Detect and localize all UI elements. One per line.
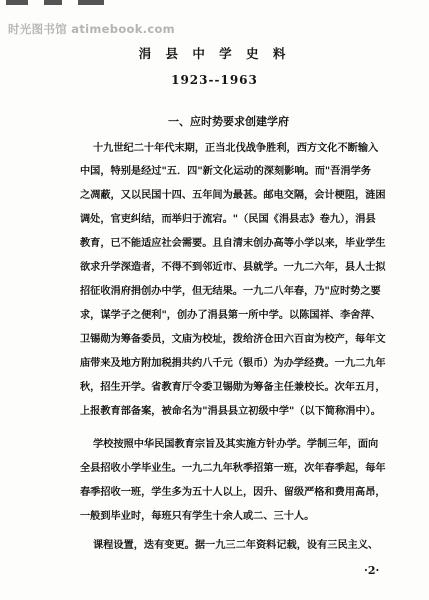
- text-line: 上报教育部备案，被命名为"涓县县立初级中学"（以下简称涓中）。: [80, 405, 381, 417]
- text-line: 教育，已不能适应社会需要。且自清末创办高等小学以来，毕业学生: [80, 237, 386, 249]
- text-line: 庙带来及地方附加税捐共约八千元（银币）为办学经费。一九二九年: [80, 357, 386, 369]
- text-line: 求，谋学子之便利"，创办了涓县第一所中学。以陈国祥、李舍萍、: [80, 309, 381, 321]
- page-number: ·2·: [364, 564, 380, 577]
- text-line: 学校按照中华民国教育宗旨及其实施方针办学。学制三年，面向: [93, 438, 379, 450]
- text-line: 招征收涓府捐创办中学，但无结果。一九二八年春，乃"应时势之要: [80, 285, 381, 297]
- text-line: 秋，招生开学。省教育厅令委卫锡勋为筹备主任兼校长。次年五月，: [80, 381, 386, 393]
- document-title: 涓 县 中 学 史 料: [138, 46, 291, 61]
- document-years: 1923--1963: [171, 73, 258, 87]
- text-line: 卫锡勋为筹备委员，文庙为校址，拨给济仓田六百亩为校产，每年文: [80, 333, 386, 345]
- text-line: 之凋蔽，又以民国十四、五年间为最甚。邮电交隔，会计梗阻，涟困: [80, 189, 386, 201]
- text-line: 一般到毕业时，每班只有学生十余人或二、三十人。: [80, 510, 315, 522]
- text-line: 调处，官吏纠结，而举归于流宕。"（民国《涓县志》卷九），涓县: [80, 213, 376, 225]
- scan-top-edge-marks: [0, 0, 429, 8]
- section-heading: 一、应时势要求创建学府: [168, 115, 289, 128]
- site-watermark: 时光图书馆 atimebook.com: [8, 22, 175, 36]
- text-line: 十九世纪二十年代末期，正当北伐战争胜利，西方文化不断输入: [93, 142, 379, 154]
- text-line: 全县招收小学毕业生。一九二九年秋季招第一班，次年春季起，每年: [80, 462, 386, 474]
- text-line: 课程设置，迭有变更。据一九三二年资料记载，设有三民主义、: [93, 539, 379, 551]
- text-line: 中国，特别是经过"五．四"新文化运动的深刻影响。而"吾涓学务: [80, 165, 371, 177]
- text-line: 欲求升学深造者，不得不到邻近市、县就学。一九二六年，县人士拟: [80, 261, 386, 273]
- text-line: 春季招收一班，学生多为五十人以上，因升、留级严格和费用高昂，: [80, 486, 386, 498]
